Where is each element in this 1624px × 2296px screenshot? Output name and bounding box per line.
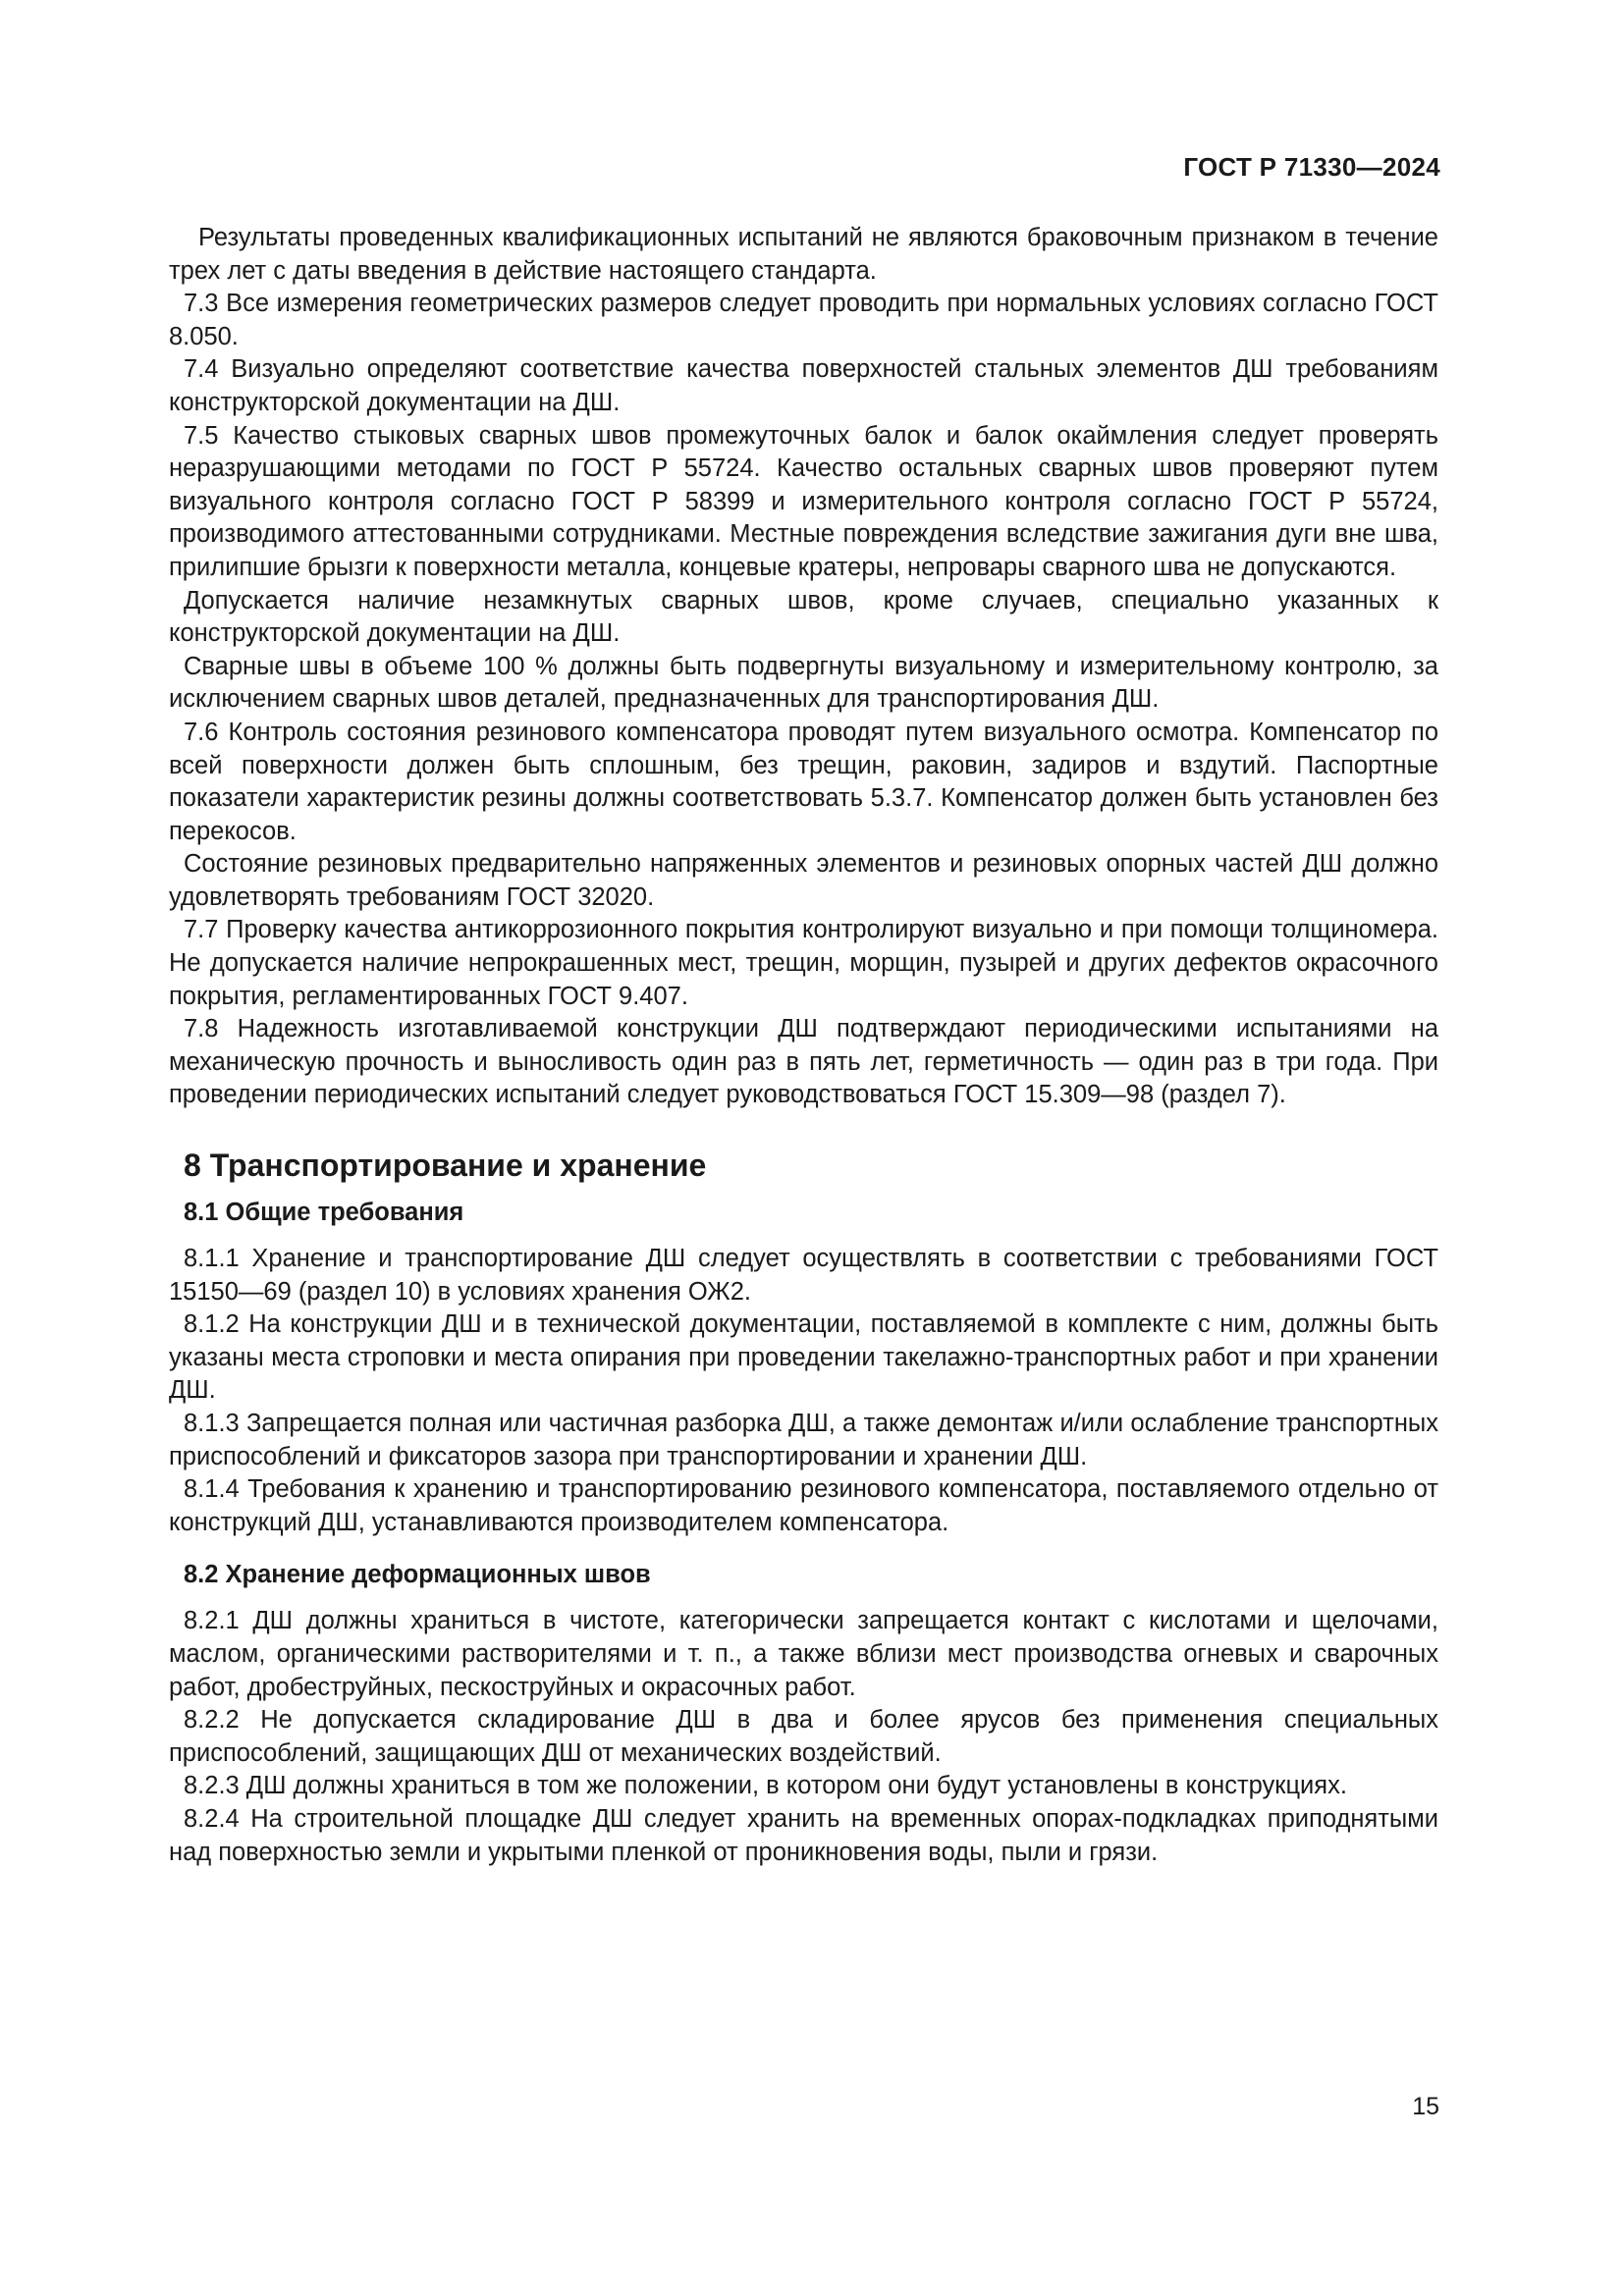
paragraph-7-5-weld-inspection: Сварные швы в объеме 100 % должны быть подвергнуты визуальному и измерительному контролю, за исключением сварных швов деталей, предназначенных для транспортирования ДШ. bbox=[169, 652, 1438, 714]
paragraph-8-1-2: 8.1.2 На конструкции ДШ и в технической документации, поставляемой в комплекте с ним, должны быть указаны места строповки и места опирания при проведении такелажно-транспортных работ и при хранении ДШ. bbox=[169, 1310, 1438, 1405]
paragraph-7-7: 7.7 Проверку качества антикоррозионного покрытия контролируют визуально и при помощи толщиномера. Не допускается наличие непрокрашенных мест, трещин, морщин, пузырей и других дефектов окрасочного покрытия, регламентированных ГОСТ 9.407. bbox=[169, 916, 1438, 1010]
page-content bbox=[169, 222, 1438, 1869]
paragraph-8-2-3: 8.2.3 ДШ должны храниться в том же положении, в котором они будут установлены в конструкциях. bbox=[184, 1772, 1347, 1800]
paragraph-7-4: 7.4 Визуально определяют соответствие качества поверхностей стальных элементов ДШ требованиям конструкторской документации на ДШ. bbox=[169, 355, 1438, 416]
paragraph-7-3: 7.3 Все измерения геометрических размеров следует проводить при нормальных условиях согласно ГОСТ 8.050. bbox=[169, 290, 1438, 350]
paragraph-7-6-rubber-elements: Состояние резиновых предварительно напряженных элементов и резиновых опорных частей ДШ должно удовлетворять требованиям ГОСТ 32020. bbox=[169, 850, 1438, 911]
paragraph-8-1-1: 8.1.1 Хранение и транспортирование ДШ следует осуществлять в соответствии с требованиями ГОСТ 15150—69 (раздел 10) в условиях хранения ОЖ2. bbox=[169, 1245, 1438, 1306]
paragraph-8-1-3: 8.1.3 Запрещается полная или частичная разборка ДШ, а также демонтаж и/или ослабление транспортных приспособлений и фиксаторов зазора при транспортировании и хранении ДШ. bbox=[169, 1410, 1438, 1470]
paragraph-7-5: 7.5 Качество стыковых сварных швов промежуточных балок и балок окаймления следует проверять неразрушающими методами по ГОСТ Р 55724. Качество остальных сварных швов проверяют путем визуального контроля согласно ГОСТ Р 58399 и измерительного контроля согласно ГОСТ Р 55724, производимого аттестованными сотрудниками. Местные повреждения вследствие зажигания дуги вне шва, прилипшие брызги к поверхности металла, концевые кратеры, непровары сварного шва не допускаются. bbox=[169, 421, 1438, 581]
subsection-heading-8-1: 8.1 Общие требования bbox=[184, 1199, 464, 1227]
document-code: ГОСТ Р 71330—2024 bbox=[1183, 152, 1440, 182]
paragraph-qualification-results: Результаты проведенных квалификационных испытаний не являются браковочным признаком в течение трех лет с даты введения в действие настоящего стандарта. bbox=[169, 224, 1438, 285]
paragraph-8-2-1: 8.2.1 ДШ должны храниться в чистоте, категорически запрещается контакт с кислотами и щелочами, маслом, органическими растворителями и т. п., а также вблизи мест производства огневых и сварочных работ, дробеструйных, пескоструйных и окрасочных работ. bbox=[169, 1607, 1438, 1701]
paragraph-7-6: 7.6 Контроль состояния резинового компенсатора проводят путем визуального осмотра. Компенсатор по всей поверхности должен быть сплошным, без трещин, раковин, задиров и вздутий. Паспортные показатели характеристик резины должны соответствовать 5.3.7. Компенсатор должен быть установлен без перекосов. bbox=[169, 718, 1438, 845]
paragraph-7-5-open-welds: Допускается наличие незамкнутых сварных швов, кроме случаев, специально указанных к конструкторской документации на ДШ. bbox=[169, 586, 1438, 648]
page-number: 15 bbox=[1412, 2093, 1439, 2120]
paragraph-7-8: 7.8 Надежность изготавливаемой конструкции ДШ подтверждают периодическими испытаниями на механическую прочность и выносливость один раз в пять лет, герметичность — один раз в три года. При проведении периодических испытаний следует руководствоваться ГОСТ 15.309—98 (раздел 7). bbox=[169, 1015, 1438, 1109]
paragraph-8-2-2: 8.2.2 Не допускается складирование ДШ в два и более ярусов без применения специальных приспособлений, защищающих ДШ от механических воздействий. bbox=[169, 1706, 1438, 1767]
paragraph-8-1-4: 8.1.4 Требования к хранению и транспортированию резинового компенсатора, поставляемого отдельно от конструкций ДШ, устанавливаются производителем компенсатора. bbox=[169, 1475, 1438, 1536]
section-heading-8: 8 Транспортирование и хранение bbox=[184, 1148, 707, 1184]
paragraph-8-2-4: 8.2.4 На строительной площадке ДШ следует хранить на временных опорах-подкладках приподнятыми над поверхностью земли и укрытыми пленкой от проникновения воды, пыли и грязи. bbox=[169, 1804, 1438, 1866]
subsection-heading-8-2: 8.2 Хранение деформационных швов bbox=[184, 1561, 651, 1589]
